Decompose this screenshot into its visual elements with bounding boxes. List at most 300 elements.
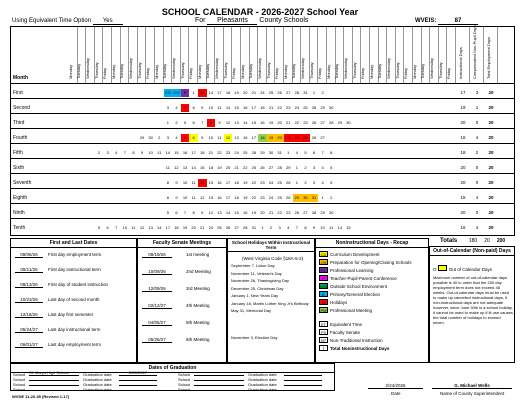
day-cell: 19 [243,195,248,200]
total-employment: 200 [496,238,506,244]
day-cell: 17 [225,180,231,185]
weekday-header: Monday [370,27,379,83]
day-cell: 12 [208,210,214,215]
school-name-field: St. Marys High School [29,370,79,376]
day-cell: 18 [260,105,265,110]
row-divider [11,218,514,219]
month-row-label: Seventh [13,180,32,186]
day-cell: 20 [191,225,196,230]
day-cell: 26 [225,225,231,230]
day-cell: 14 [225,105,231,110]
day-cell: 24 [234,150,239,155]
day-cell: 28 [311,105,317,110]
meeting-label: 5th Meeting [186,320,210,325]
meeting-date: 08/19/26 [142,251,172,258]
weekday-header: Thursday [181,27,190,83]
day-cell: 28 [277,165,282,170]
noninstr-item: PM Professional Meeting [320,308,373,313]
weekday-header: Tuesday [422,27,431,83]
day-cell: 10 [148,150,153,155]
school-label: School [13,387,26,392]
day-cell: 1 [295,180,298,185]
day-cell: 19 [243,180,248,185]
day-cell: 11 [191,195,196,200]
holiday-item: September 7, Labor Day [231,263,275,268]
faculty-senate: Faculty Senate Meetings 08/19/26 1st meeting 10/09/26 2nd Meeting 12/09/26 3rd Meeting 02/12/27 4th Meeting 04/05/27 5th Meeting 05/26/27 6th Meeting [137,238,227,363]
weekday-header: Thursday [224,27,233,83]
holiday-item: January 18, Martin Luther King Jr's Birthday [231,300,309,306]
school-label: School [13,372,26,377]
day-cell: 12 [174,165,179,170]
day-cell: 2 [304,165,307,170]
month-total: 16 [460,135,466,140]
weekday-header: Thursday [396,27,405,83]
weekday-header: Thursday [310,27,319,83]
day-cell: 10 [208,105,214,110]
month-row-label: Fifth [13,150,23,156]
day-cell: 7 [321,150,324,155]
day-cell: 14 [165,150,171,155]
day-cell: 6 [175,210,178,215]
graduation-date-label: Graduation date [83,377,112,382]
day-cell: 28 [243,225,248,230]
noninstr-item: ET Equivalent Time [320,322,363,327]
row-divider [11,113,514,114]
weekday-header: Tuesday [78,27,87,83]
holiday-item: December 25, Christmas Day [231,285,284,291]
day-cell: 11 [165,165,170,170]
day-cell: 15 [208,195,214,200]
total-col-header: Instructional Days [456,27,470,83]
day-cell: 2 [158,135,161,140]
day-cell: 19 [182,225,188,230]
day-cell: 17 [191,150,196,155]
noninstr-item: OS Preparation for Opening/Closing Schools [320,260,412,265]
day-cell: 27 [234,225,239,230]
day-cell: 19 [234,90,239,95]
month-total: 0 [475,120,479,125]
date-field: 08/11/26 [15,266,43,273]
row-divider [11,128,514,129]
day-cell: 2 [175,120,178,125]
day-cell: 24 [268,180,274,185]
day-cell: 5 [181,134,190,142]
day-cell: 27 [286,90,291,95]
day-cell: 24 [294,105,300,110]
day-cell: 25 [217,225,222,230]
month-total: 0 [475,165,479,170]
day-cell: 27 [303,210,308,215]
weekday-header: Wednesday [215,27,224,83]
day-cell: 16 [243,210,248,215]
weekday-header: Wednesday [172,27,181,83]
date-field: 10/23/26 [15,296,43,303]
weekday-header: Friday [146,27,155,83]
day-cell: 15 [200,165,205,170]
day-cell: 11 [329,225,334,230]
day-cell: 29 [337,120,343,125]
weekday-header: Tuesday [121,27,130,83]
day-cell: 20 [243,90,248,95]
noninstructional-recap: Noninstructional Days - Recap CD Curriculum Development OS Preparation for Opening/Closing Schools PL Professional Learning P Teacher-Pupil-Parent Conference OSE Outside School Environment E Primary/General Election H Holidays PM Professional Meeting ET Equivalent Time FS Faculty Senate NT Non-Traditional Instruction T Total Noninstructional Days [315,238,429,363]
month-total: 2 [475,150,479,155]
month-total: 20 [460,180,466,185]
day-cell: 7 [183,210,187,215]
day-cell: 25 [303,105,308,110]
weekday-header: Wednesday [129,27,138,83]
day-cell: 15 [234,210,239,215]
noninstr-item: E Primary/General Election [319,291,380,297]
month-total: 1 [475,105,479,110]
day-cell: 5 [330,165,333,170]
day-cell: 2 [97,150,101,155]
graduation-date-label: Graduation date [248,387,277,392]
meeting-label: 1st meeting [186,252,210,257]
month-total: 19 [460,105,466,110]
signature-date: 2/24/2026 [368,382,423,389]
holiday-item: May 31, Memorial Day [231,308,272,313]
day-cell: 26 [277,90,282,95]
day-cell: 21 [286,120,291,125]
row-divider [11,143,514,144]
date-field: 05/24/27 [15,326,43,333]
day-cell: 25 [243,150,248,155]
wveis-value: 87 [438,18,478,25]
month-total: 0 [475,180,479,185]
month-total: 0 [475,210,479,215]
day-cell: 6 [312,150,316,155]
graduation-date-field [284,385,322,391]
day-cell: 15 [174,150,179,155]
row-divider [11,173,514,174]
row-divider [11,98,514,99]
day-cell: 18 [200,150,205,155]
noninstr-item: CD Curriculum Development [320,252,380,257]
day-cell: 23 [225,150,231,155]
day-cell: 13 [148,225,153,230]
day-cell: 9 [140,150,144,155]
day-cell: 14 [191,165,196,170]
day-cell: P [181,89,190,97]
day-cell: 27 [320,135,325,140]
day-cell: 24 [260,90,265,95]
day-cell: 15 [346,225,351,230]
day-cell: 16 [217,195,222,200]
month-total: 20 [488,90,494,95]
totals-label: Totals [440,238,458,244]
noninstr-item: T Total Noninstructional Days [319,345,389,351]
day-cell: 19 [268,120,274,125]
meeting-label: 6th Meeting [186,337,210,342]
date-description: Last day employment term [48,342,102,347]
day-cell: 11 [157,150,162,155]
meeting-date: 02/12/27 [142,302,172,309]
page-title: SCHOOL CALENDAR - 2026-2027 School Year [161,7,359,17]
day-cell: 17 [217,90,222,95]
day-cell: 3 [166,105,169,110]
day-cell: 30 [329,210,334,215]
day-cell: 22 [277,210,282,215]
month-total: 20 [488,195,494,200]
month-total: 20 [488,210,494,215]
weekday-header: Monday [284,27,293,83]
day-cell: 24 [268,195,274,200]
date-description: First day of student instruction [48,282,109,287]
weekday-header: Tuesday [293,27,302,83]
school-name-field [29,385,79,391]
day-cell: 11 [217,135,222,140]
school-name-field [194,385,244,391]
month-row-label: Second [13,105,30,111]
day-cell: 6 [192,120,195,125]
noninstr-item: FS Faculty Senate [320,330,361,335]
weekday-header: Monday [155,27,164,83]
date-description: First day employment term [48,252,102,257]
out-of-calendar: Out-of-Calendar (Non-paid) Days O Out of Calendar Days Maximum number of out-of-calendar days possible is 40 in order that the 200 day employment term does not exceed 48 weeks. Out-of-calendar days must be used to make up cancelled instructional days, if non-instructional days are not adequate however, since June 30th is a school holiday, it cannot be used to make up if lit use causes the total number of holidays to exceed seven. [429,246,515,363]
day-cell: 19 [251,210,257,215]
meeting-label: 3rd Meeting [186,286,210,291]
day-cell: 4 [321,165,324,170]
weekday-header: Friday [103,27,112,83]
day-cell: 7 [201,120,204,125]
school-label: School [178,377,191,382]
day-cell: 16 [217,180,222,185]
day-cell: 22 [243,165,248,170]
day-cell: 10 [182,180,188,185]
day-cell: 24 [293,134,302,142]
month-total: 20 [488,225,494,230]
row-divider [11,203,514,204]
weekday-header: Tuesday [379,27,388,83]
weekday-header: Wednesday [387,27,396,83]
day-cell: 1 [166,120,169,125]
weekday-header: Thursday [353,27,362,83]
day-cell: 1 [287,150,290,155]
day-cell: 15 [251,120,257,125]
day-cell: 12 [200,195,205,200]
day-cell: 18 [234,180,239,185]
weekday-header: Wednesday [86,27,95,83]
day-cell: 23 [286,105,291,110]
month-total: 20 [460,120,466,125]
month-total: 4 [475,135,479,140]
weekday-header: Monday [413,27,422,83]
month-total: 4 [475,195,479,200]
date-description: Last day first semester [48,312,94,317]
day-cell: 6 [189,134,198,142]
weekday-header: Wednesday [258,27,267,83]
day-cell: 13 [217,210,222,215]
day-cell: 11 [191,180,196,185]
day-cell: 30 [148,135,153,140]
weekday-header: Thursday [267,27,276,83]
month-total: 20 [488,120,494,125]
day-cell: 8 [304,225,307,230]
day-cell: 28 [251,150,257,155]
day-cell: 19 [217,165,222,170]
school-holidays: School Holidays Within Instructional Term (West Virginia Code §18A-5-2) September 7, Labor Day November 11, Veteran's Day November 26, Thanksgiving Day December 25, Christmas Day January 1, New Years Day January 18, Martin Luther King Jr's Birthday May 31, Memorial Day November 3, Election Day [227,238,315,363]
day-cell: 12 [225,120,231,125]
date-field: 12/18/26 [15,311,43,318]
weekday-header: Thursday [439,27,448,83]
day-cell: 22 [217,150,222,155]
day-cell: 1 [261,225,264,230]
day-cell: 28 [311,210,317,215]
day-cell: 16 [260,120,265,125]
day-cell: 1 [295,165,298,170]
day-cell: 5 [97,225,101,230]
day-cell: 14 [243,120,248,125]
day-cell: 26 [311,135,317,140]
day-cell: 12 [139,225,145,230]
row-divider [11,83,514,84]
wveis: WVEIS: 87 [415,18,478,25]
day-cell: 10 [182,195,188,200]
day-cell: 29 [139,135,145,140]
day-cell: 7 [123,150,126,155]
noninstr-item: H Holidays [319,299,347,305]
day-cell: 4 [287,225,290,230]
meeting-label: 2nd Meeting [186,269,211,274]
day-cell: 9 [201,135,204,140]
day-cell: 29 [286,165,291,170]
day-cell: 28 [329,120,334,125]
day-cell: 5 [166,210,169,215]
day-cell: 13 [182,165,188,170]
meeting-date: 10/09/26 [142,268,172,275]
weekday-header: Monday [241,27,250,83]
day-cell: 25 [277,180,282,185]
day-cell: 10 [208,135,214,140]
graduation-date-label: Graduation date [83,387,112,392]
month-total: 20 [488,150,494,155]
weekday-header: Monday [327,27,336,83]
day-cell: 11 [131,225,136,230]
graduation-date-label: Graduation date [83,372,112,377]
weekday-header: Monday [198,27,207,83]
day-cell: 31 [303,90,308,95]
graduation-date-field: 5/30/2027 [119,370,157,376]
month-total: 20 [460,210,466,215]
day-cell: 22 [277,105,282,110]
day-cell: 21 [268,210,274,215]
day-cell: 17 [251,105,257,110]
month-total: 20 [488,105,494,110]
day-cell: 29 [260,150,265,155]
day-cell: 20 [260,210,265,215]
weekday-header: Friday [447,27,456,83]
meeting-date: 04/05/27 [142,319,172,326]
day-cell: 8 [132,150,135,155]
calendar-grid [10,26,515,236]
school-label: School [13,382,26,387]
day-cell: 9 [201,105,204,110]
day-cell: 26 [286,195,291,200]
total-instructional: 180 [468,238,478,244]
day-cell: 4 [295,150,298,155]
day-cell: 29 [320,105,325,110]
noninstr-item: P Teacher-Pupil-Parent Conference [319,275,397,281]
holiday-item: November 3, Election Day [231,335,278,340]
day-cell: 27 [320,120,325,125]
date-description: Last day of second month [48,297,100,302]
month-total: 20 [488,135,494,140]
day-cell: 2 [330,195,333,200]
holiday-item: November 26, Thanksgiving Day [231,278,289,283]
day-cell: 17 [225,195,231,200]
day-cell: 14 [225,210,231,215]
day-cell: 14 [157,225,162,230]
day-cell: 18 [258,134,267,142]
graduation-date-label: Graduation date [248,377,277,382]
day-cell: 9 [201,210,204,215]
equiv-value: Yes [93,18,123,25]
day-cell: 20 [277,120,282,125]
day-cell: 18 [234,195,239,200]
month-total: 16 [460,195,466,200]
holiday-item: November 11, Veteran's Day [231,270,282,276]
row-divider [11,158,514,159]
day-cell: 14 [337,225,343,230]
day-cell: 5 [183,120,187,125]
weekday-header: Monday [69,27,78,83]
day-cell: 8 [192,105,195,110]
school-label: School [13,377,26,382]
day-cell: 4 [115,150,118,155]
day-cell: 19 [267,134,276,142]
day-cell: 26 [286,180,291,185]
date-field: 08/13/26 [15,281,43,288]
day-cell: 23 [303,120,308,125]
day-cell: 9 [218,120,221,125]
day-cell: 25 [251,165,257,170]
weekday-header: Wednesday [301,27,310,83]
day-cell: 9 [175,195,178,200]
weekday-header: Tuesday [164,27,173,83]
weekday-header: Tuesday [336,27,345,83]
graduation-date-label: Graduation date [83,382,112,387]
day-cell: 21 [251,90,257,95]
day-cell: 15 [208,180,214,185]
graduation-date-field [119,385,157,391]
day-cell: 26 [311,120,317,125]
ooc-note: Maximum number of out-of-calendar days possible is 40 in order that the 200 day employment term does not exceed 48 weeks. Out-of-calendar days must be used to make up cancelled instructional days, if non-instructional days are not adequate however, since June 30th is a school holiday, it cannot be used to make up if lit use causes the total number of holidays to exceed seven. [433,275,513,325]
meeting-date: 05/26/27 [142,336,172,343]
weekday-header: Wednesday [430,27,439,83]
day-cell: 31 [277,150,282,155]
day-cell: 13 [234,120,239,125]
day-cell: 5 [304,150,307,155]
day-cell: 21 [234,165,239,170]
day-cell: 15 [234,105,239,110]
day-cell: 23 [260,195,265,200]
month-row-label: Eighth [13,195,28,201]
day-cell: 22 [251,195,257,200]
day-cell: 16 [243,105,248,110]
day-cell: 18 [174,225,179,230]
month-row-label: Fourth [13,135,28,141]
day-cell: 4 [175,135,178,140]
day-cell: 18 [208,165,214,170]
day-cell: 30 [301,194,310,202]
day-cell: 1 [192,90,195,95]
weekday-header: Friday [318,27,327,83]
form-footer: WVDE 11-20-35 (Revised 1-17) [12,394,70,399]
day-cell: 31 [310,194,319,202]
date-field: 06/01/27 [15,341,43,348]
day-cell: 3 [312,180,316,185]
day-cell: 21 [200,225,205,230]
